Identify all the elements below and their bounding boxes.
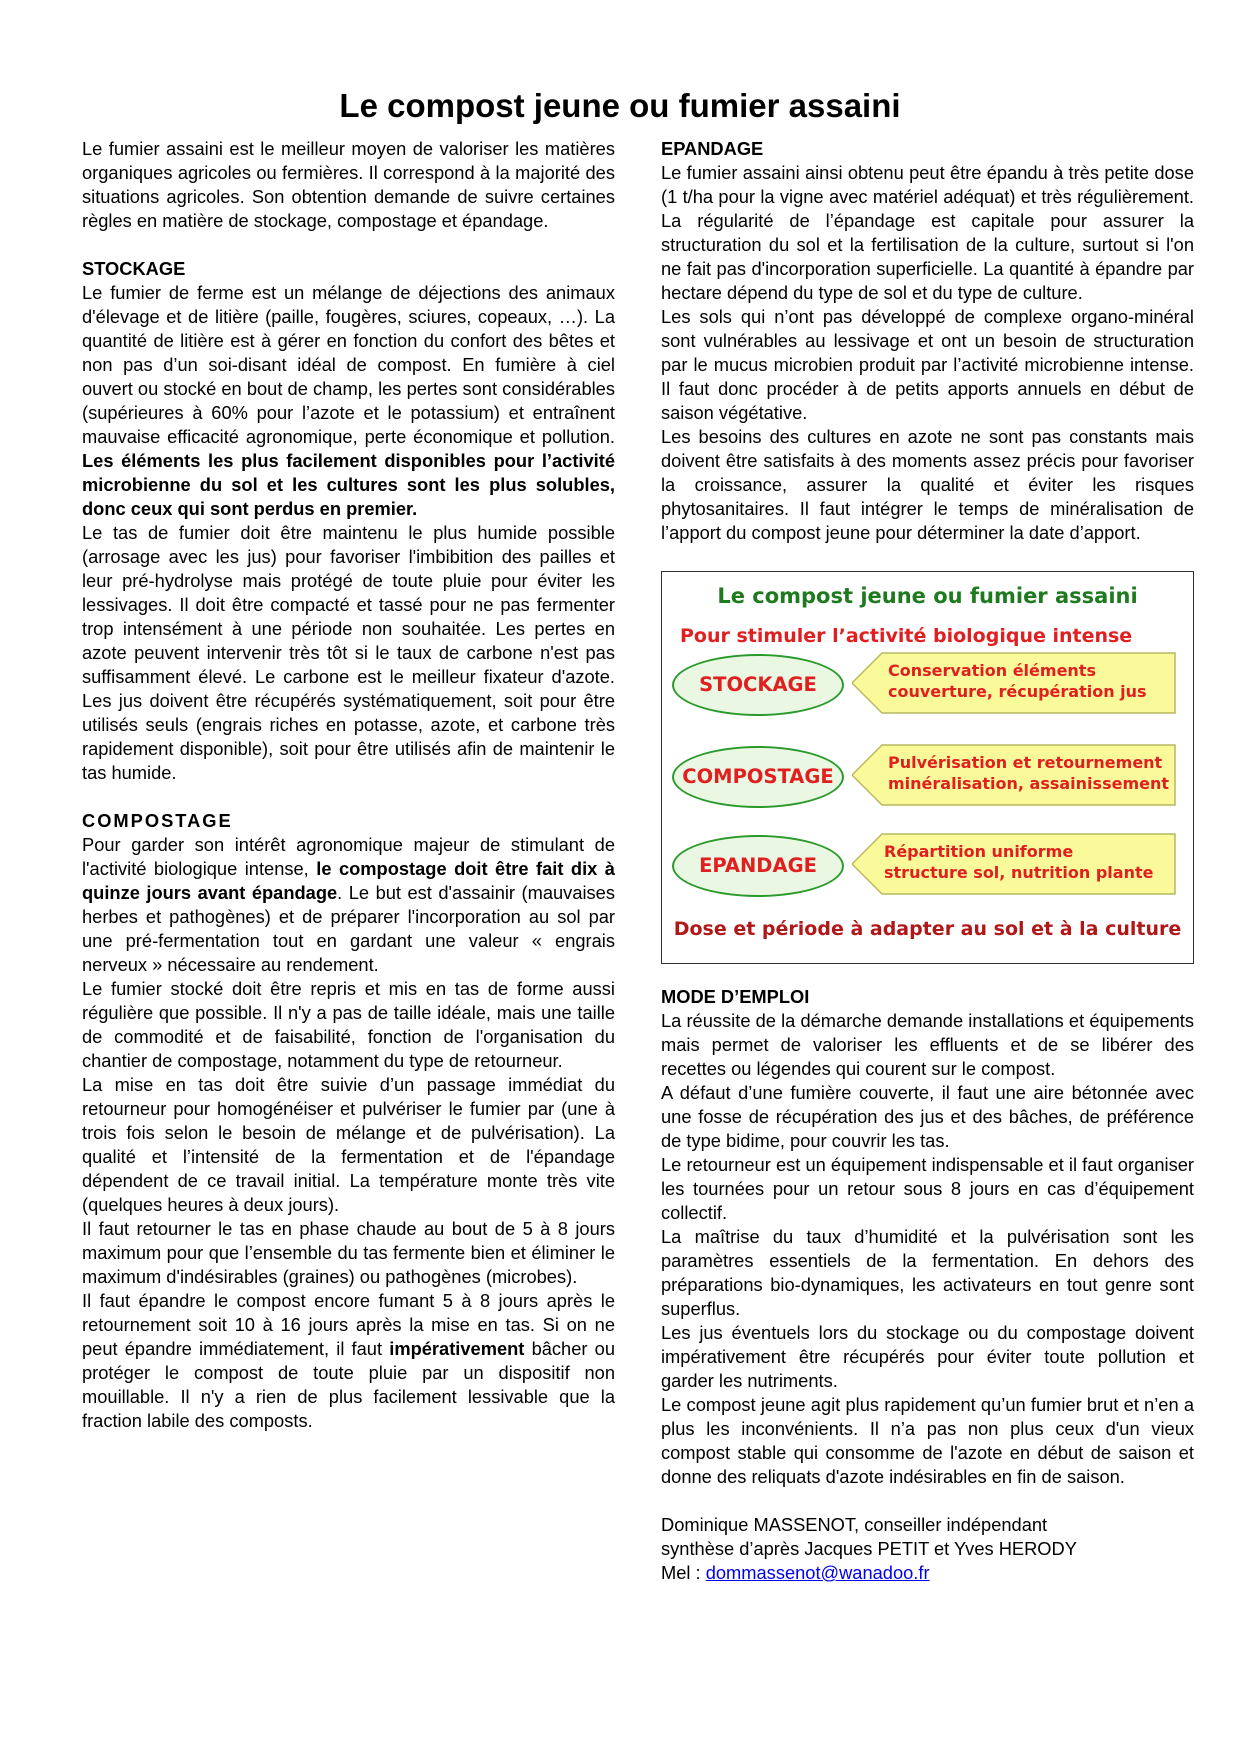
compostage-paragraph-3: La mise en tas doit être suivie d’un passage immédiat du retourneur pour homogénéiser et pulvériser le fumier par (une à trois fois selon le besoin de mélange et de pulvérisation). La qualité et l’intensité de la fermentation et de l'épandage dépendent de ce travail initial. La température monte très vite (quelques heures à deux jours). bbox=[82, 1074, 615, 1215]
stage-oval-epandage: EPANDAGE bbox=[672, 835, 844, 897]
compostage-paragraph-4: Il faut retourner le tas en phase chaude au bout de 5 à 8 jours maximum pour que l’ensemble du tas fermente bien et éliminer le maximum d'indésirables (graines) ou pathogènes (microbes). bbox=[82, 1218, 615, 1287]
mode-paragraph-4: La maîtrise du taux d’humidité et la pulvérisation sont les paramètres essentiels de la fermentation. En dehors des préparations bio-dynamiques, les activateurs en tout genre sont superflus. bbox=[661, 1226, 1194, 1319]
epandage-detail-1: Répartition uniforme bbox=[884, 842, 1074, 861]
author-line: Dominique MASSENOT, conseiller indépendant bbox=[661, 1514, 1048, 1535]
stockage-heading: STOCKAGE bbox=[82, 258, 186, 279]
stage-arrow-compostage bbox=[852, 744, 1176, 806]
compostage-paragraph-2: Le fumier stocké doit être repris et mis en tas de forme aussi régulière que possible. Il n'y a pas de taille idéale, mais une taille de commodité et de faisabilité, fonction de l'organisation du chantier de compostage, notamment du type de retourneur. bbox=[82, 978, 615, 1071]
right-column bbox=[661, 137, 1194, 1585]
compostage-paragraph-1: Pour garder son intérêt agronomique majeur de stimulant de l'activité biologique intense, le compostage doit être fait dix à quinze jours avant épandage. Le but est d'assainir (mauvaises herbes et pathogènes) et de préparer l'incorporation au sol par une pré-fermentation tout en gardant une valeur « engrais nerveux » nécessaire au rendement. bbox=[82, 834, 615, 975]
stockage-bold-statement: Les éléments les plus facilement disponibles pour l’activité microbienne du sol et les cultures sont les plus solubles, donc ceux qui sont perdus en premier. bbox=[82, 450, 615, 519]
stage-oval-compostage: COMPOSTAGE bbox=[672, 746, 844, 808]
epandage-heading: EPANDAGE bbox=[661, 138, 764, 159]
stage-arrow-stockage bbox=[852, 652, 1176, 714]
diagram-title: Le compost jeune ou fumier assaini bbox=[717, 584, 1138, 608]
stockage-detail-2: couverture, récupération jus bbox=[888, 682, 1147, 701]
mode-emploi-heading: MODE D’EMPLOI bbox=[661, 986, 810, 1007]
compostage-paragraph-5: Il faut épandre le compost encore fumant 5 à 8 jours après le retournement soit 10 à 16 jours après la mise en tas. Si on ne peut épandre immédiatement, il faut impérativement bâcher ou protéger le compost de toute pluie par un dispositif non mouillable. Il n'y a rien de plus facilement lessivable que la fraction labile des composts. bbox=[82, 1290, 615, 1431]
mode-paragraph-1: La réussite de la démarche demande installations et équipements mais permet de valoriser les effluents et de se libérer des recettes ou légendes qui courent sur le compost. bbox=[661, 1010, 1194, 1079]
mode-paragraph-2: A défaut d’une fumière couverte, il faut une aire bétonnée avec une fosse de récupération des jus et des bâches, de préférence de type bidime, pour couvrir les tas. bbox=[661, 1082, 1194, 1151]
mail-label: Mel : bbox=[661, 1562, 701, 1583]
diagram-footer: Dose et période à adapter au sol et à la culture bbox=[673, 918, 1182, 940]
compostage-detail-1: Pulvérisation et retournement bbox=[888, 753, 1163, 772]
epandage-paragraph-1: Le fumier assaini ainsi obtenu peut être épandu à très petite dose (1 t/ha pour la vigne avec matériel adéquat) et très régulièrement. La régularité de l’épandage est capitale pour assurer la structuration du sol et la fertilisation de la culture, surtout si l'on ne fait pas d'incorporation superficielle. La quantité à épandre par hectare dépend du type de sol et du type de culture. bbox=[661, 162, 1194, 303]
source-line: synthèse d’après Jacques PETIT et Yves HERODY bbox=[661, 1538, 1077, 1559]
stockage-paragraph: Le fumier de ferme est un mélange de déjections des animaux d'élevage et de litière (paille, fougères, sciures, copeaux, …). La quantité de litière est à gérer en fonction du confort des bêtes et non pas d’un soi-disant idéal de compost. En fumière à ciel ouvert ou stocké en bout de champ, les pertes sont considérables (supérieures à 60% pour l’azote et le potassium) et entraînent mauvaise efficacité agronomique, perte économique et pollution. Les éléments les plus facilement disponibles pour l’activité microbienne du sol et les cultures sont les plus solubles, donc ceux qui sont perdus en premier. bbox=[82, 282, 615, 519]
stockage-paragraph-2: Le tas de fumier doit être maintenu le plus humide possible (arrosage avec les jus) pour favoriser l'imbibition des pailles et leur pré-hydrolyse mais protégé de toute pluie pour éviter les lessivages. Il doit être compacté et tassé pour ne pas fermenter trop intensément à une période non souhaitée. Les pertes en azote peuvent intervenir très tôt si le taux de carbone n'est pas suffisamment élevé. Le carbone est le meilleur fixateur d'azote. Les jus doivent être récupérés systématiquement, soit pour être utilisés seuls (engrais riches en potasse, azote, et carbone très rapidement disponible), soit pour être utilisés afin de maintenir le tas humide. bbox=[82, 522, 615, 783]
left-column bbox=[82, 137, 615, 1433]
email-link[interactable]: dommassenot@wanadoo.fr bbox=[705, 1562, 930, 1583]
compostage-detail-2: minéralisation, assainissement bbox=[888, 774, 1169, 793]
mode-paragraph-3: Le retourneur est un équipement indispensable et il faut organiser les tournées pour un retour sous 8 jours en cas d’équipement collectif. bbox=[661, 1154, 1194, 1223]
epandage-detail-2: structure sol, nutrition plante bbox=[884, 863, 1154, 882]
mode-paragraph-6: Le compost jeune agit plus rapidement qu’un fumier brut et n’en a plus les inconvénients. Il n’a pas non plus ceux d'un vieux compost stable qui consomme de l'azote en début de saison et donne des reliquats d'azote indésirables en fin de saison. bbox=[661, 1394, 1194, 1487]
diagram-subtitle: Pour stimuler l’activité biologique intense bbox=[680, 625, 1133, 647]
stage-oval-stockage: STOCKAGE bbox=[672, 654, 844, 716]
compost-diagram bbox=[661, 571, 1194, 964]
intro-paragraph: Le fumier assaini est le meilleur moyen de valoriser les matières organiques agricoles ou fermières. Il correspond à la majorité des situations agricoles. Son obtention demande de suivre certaines règles en matière de stockage, compostage et épandage. bbox=[82, 138, 615, 231]
epandage-paragraph-3: Les besoins des cultures en azote ne sont pas constants mais doivent être satisfaits à des moments assez précis pour favoriser la croissance, assurer la qualité et éviter les risques phytosanitaires. Il faut intégrer le temps de minéralisation de l’apport du compost jeune pour déterminer la date d’apport. bbox=[661, 426, 1194, 543]
mode-paragraph-5: Les jus éventuels lors du stockage ou du compostage doivent impérativement être récupérés pour éviter toute pollution et garder les nutriments. bbox=[661, 1322, 1194, 1391]
epandage-paragraph-2: Les sols qui n’ont pas développé de complexe organo-minéral sont vulnérables au lessivage et ont un besoin de structuration par le mucus microbien produit par l’activité microbienne intense. Il faut donc procéder à de petits apports annuels en début de saison végétative. bbox=[661, 306, 1194, 423]
compostage-heading: COMPOSTAGE bbox=[82, 810, 233, 831]
stockage-detail-1: Conservation éléments bbox=[888, 661, 1096, 680]
contact-line bbox=[661, 1561, 1194, 1585]
stage-arrow-epandage bbox=[852, 833, 1176, 895]
page-title: Le compost jeune ou fumier assaini bbox=[339, 87, 901, 124]
